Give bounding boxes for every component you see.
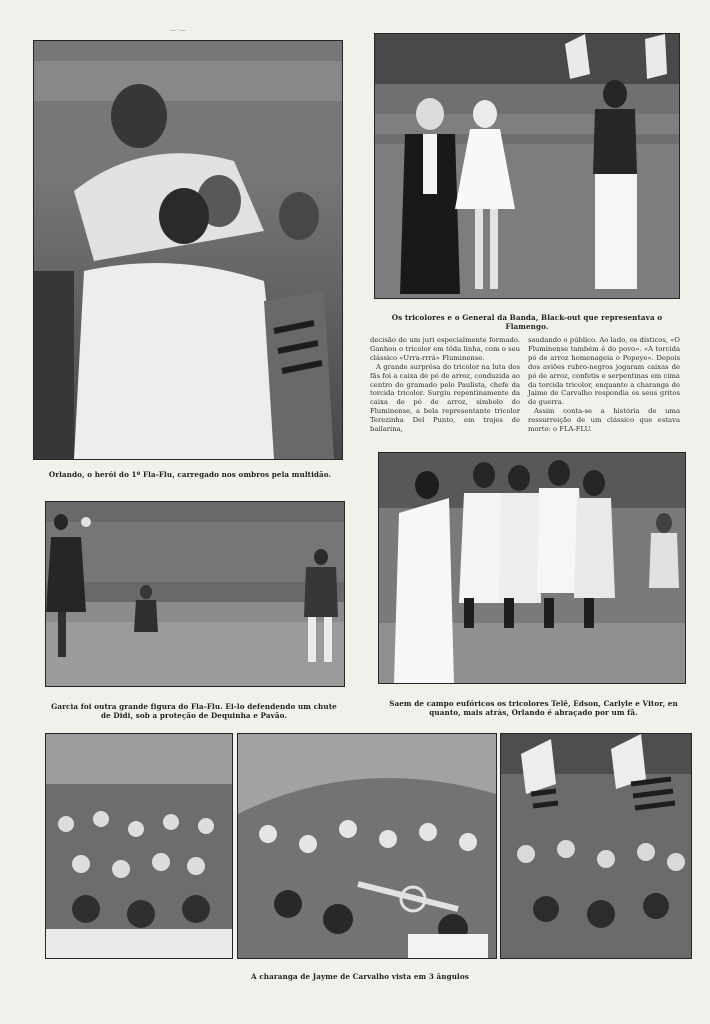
photo-orlando-carried (33, 40, 343, 460)
photo-charanga-right (500, 733, 692, 959)
article-col2-para1: saudando o público. Ao lado, os dísticos, «O Fluminense também é do povo». «A torcida pó de arroz homenageia o Popeye». Depois dos aviões rubro-negros jogaram caixas de pó de arroz, confetis e serpentinas em cima da torcida tricolor, enquanto a charanga de Jaime de Carvalho respondia os seus gritos de guerra. (528, 336, 680, 407)
article-column-1 (370, 336, 520, 434)
caption-garcia (44, 702, 344, 720)
caption-saem-de-campo (381, 699, 686, 717)
article-col2-para2: Assim conta-se a história de uma ressurreição de um clássico que estava morto: o FLA-FLU. (528, 407, 680, 434)
page-header-mark: —·— (170, 27, 187, 34)
caption-charanga: A charanga de Jayme de Carvalho vista em 3 ângulos (251, 972, 469, 981)
caption-tricolores-line2: Flamengo. (505, 322, 549, 331)
caption-saem-line2: quanto, mais atrás, Orlando é abraçado por um fã. (429, 708, 638, 717)
article-col1-para2: A grande surprêsa do tricolor na luta dos fãs foi a caixa de pó de arroz, conduzida ao centro do gramado pelo Paulista, chefe da torcida tricolor. Surgiu repentinamente da caixa de pó de arroz, símbolo do Fluminense, a bela representante tricolor Terezinha Del Punto, em trajes de bailarina, (370, 362, 520, 434)
caption-tricolores (376, 313, 678, 331)
article-col1-para1: decisão de um juri especialmente formado. Ganhou o tricolor em tôda linha, com o seu clássico «Urra-rrrá» Fluminense. (370, 336, 520, 362)
caption-saem-line1: Saem de campo eufóricos os tricolores Telê, Edson, Carlyle e Vitor, en (389, 699, 678, 708)
article-column-2 (528, 336, 680, 434)
caption-garcia-line2: de Didi, sob a proteção de Dequinha e Pavão. (100, 711, 288, 720)
caption-tricolores-line1: Os tricolores e o General da Banda, Black-out que representava o (391, 313, 663, 322)
photo-garcia-defending (45, 501, 345, 687)
photo-charanga-left (45, 733, 233, 959)
photo-charanga-center (237, 733, 497, 959)
photo-players-leaving (378, 452, 686, 684)
photo-tricolores-general (374, 33, 680, 299)
caption-orlando: Orlando, o herói do 1º Fla-Flu, carregado nos ombros pela multidão. (48, 470, 332, 479)
caption-garcia-line1: Garcia foi outra grande figura do Fla-Flu. Ei-lo defendendo um chute (51, 702, 337, 711)
